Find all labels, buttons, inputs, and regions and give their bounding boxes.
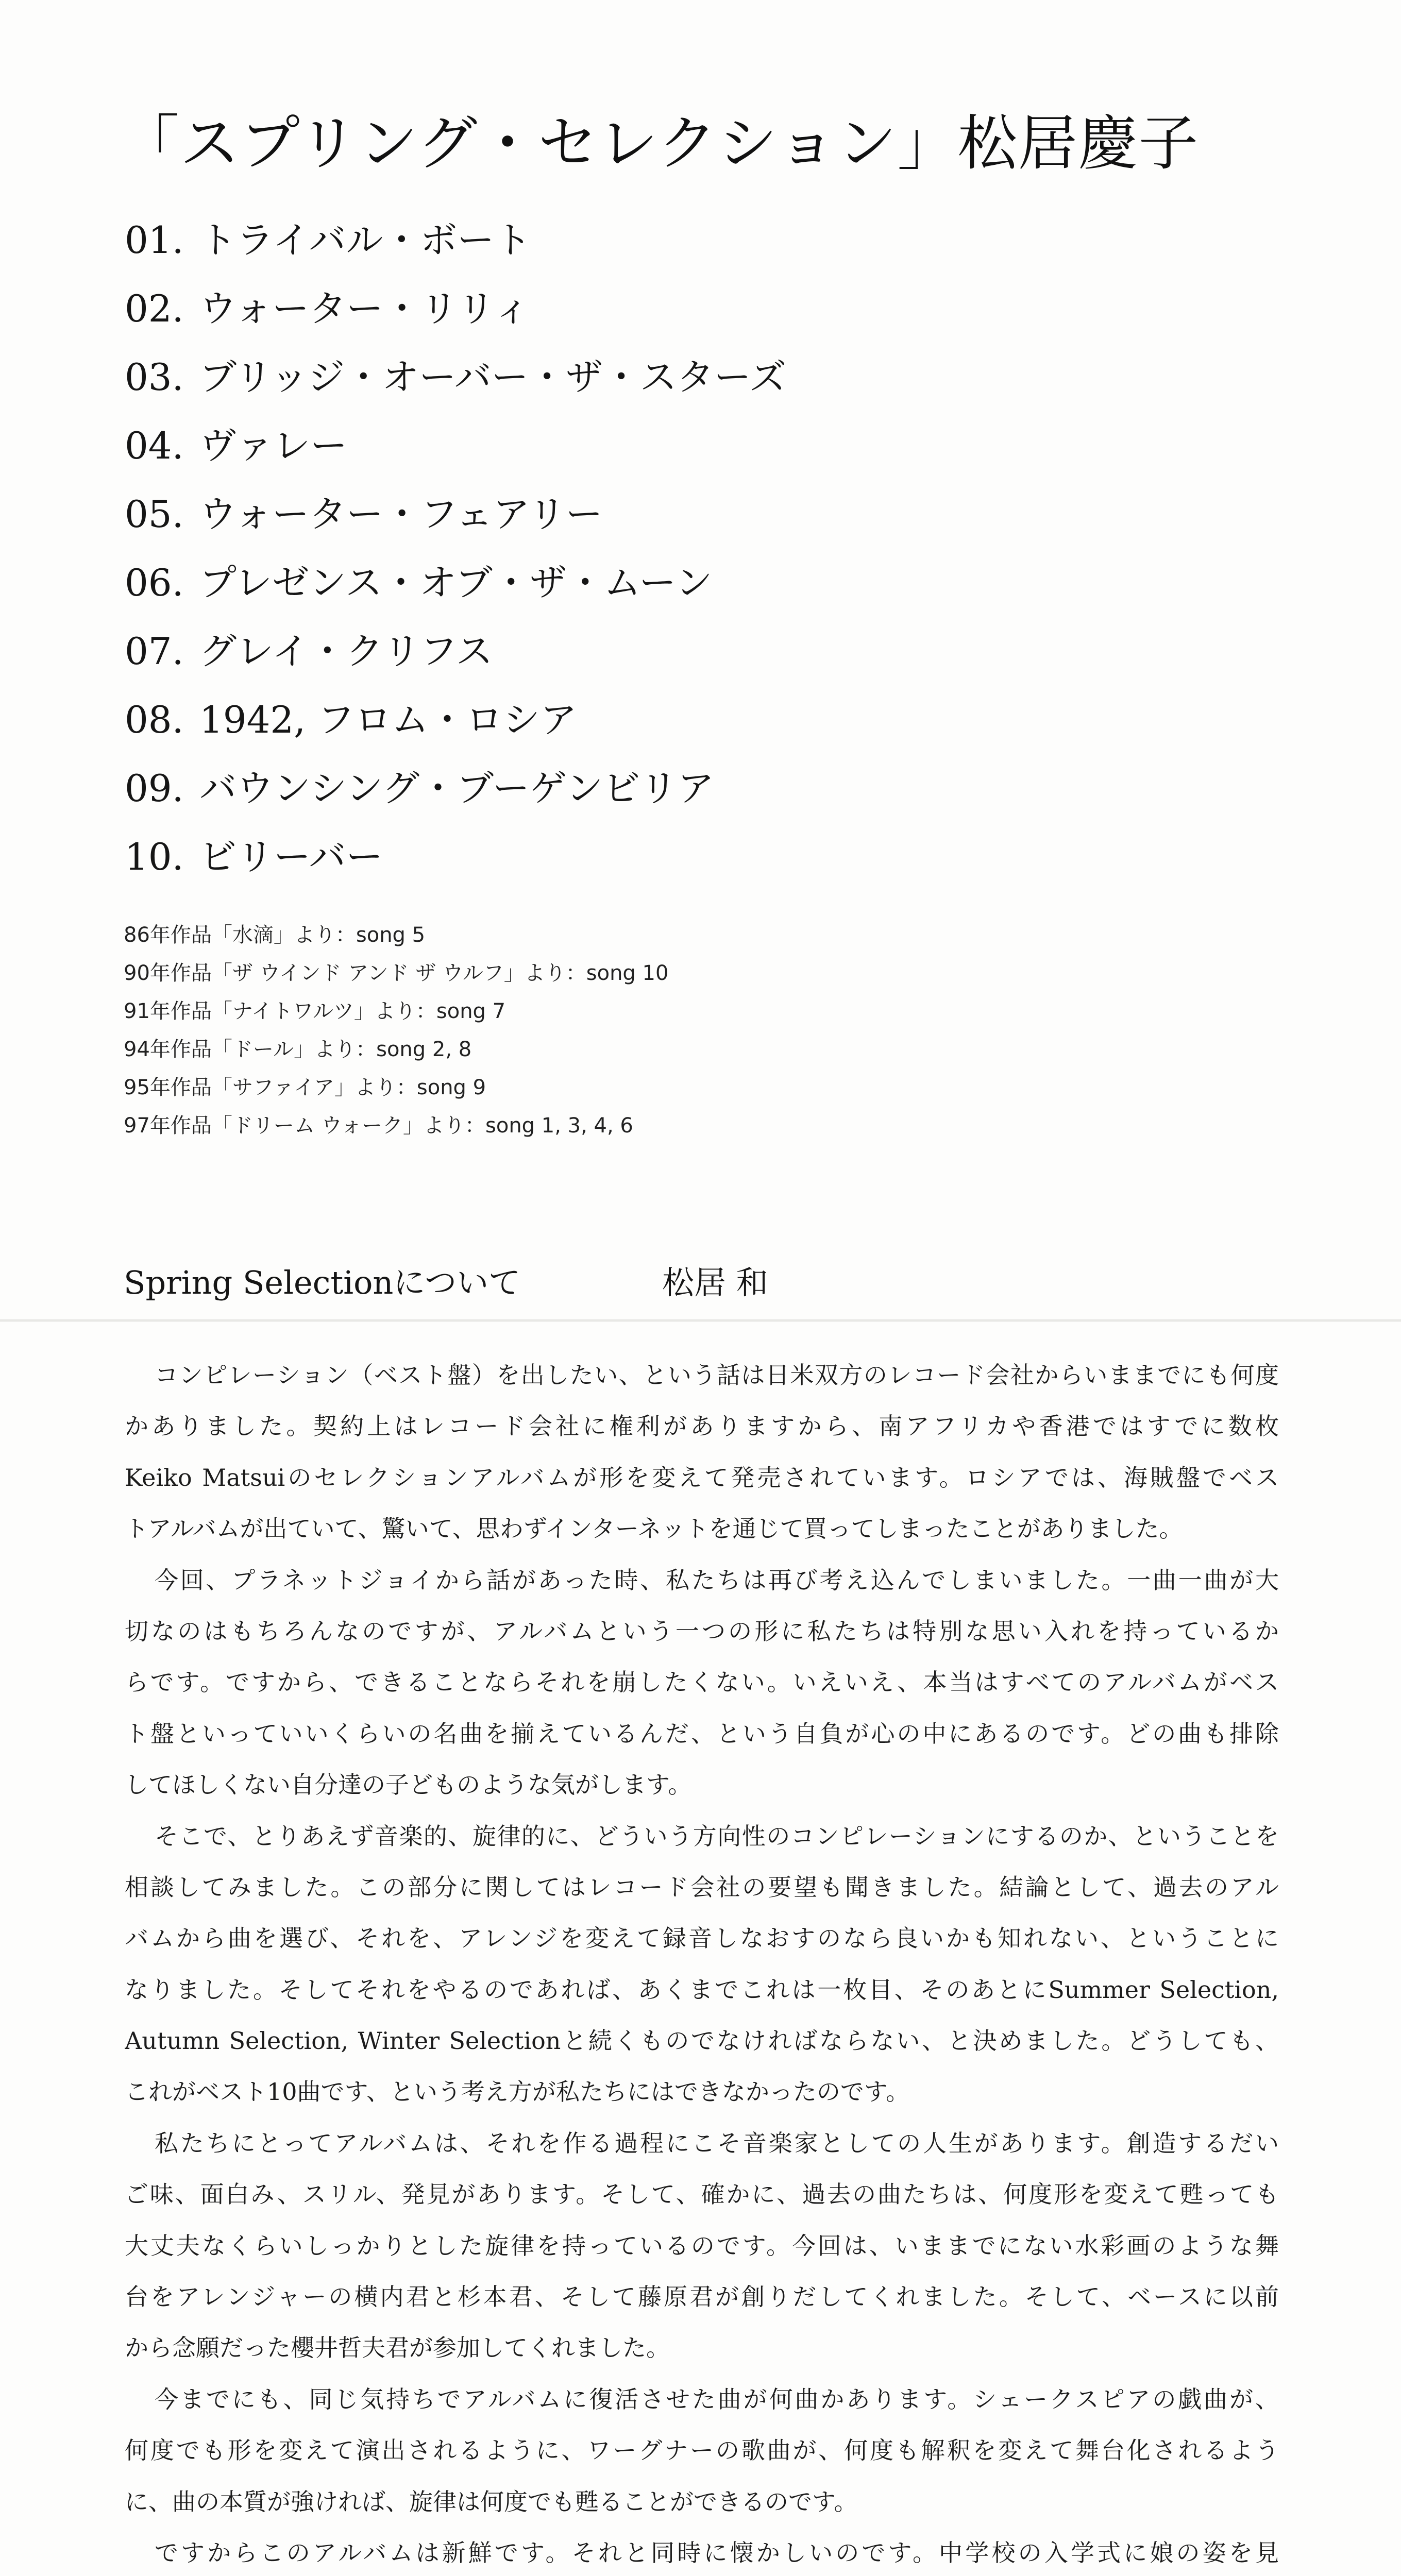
track-number: 09. — [125, 767, 184, 810]
album-title: 「スプリング・セレクション」松居慶子 — [120, 109, 1199, 178]
essay-line: してほしくない自分達の子どものような気がします。 — [125, 1771, 692, 1799]
track-number: 04. — [125, 424, 184, 467]
essay-line: これがベスト10曲です、という考え方が私たちにはできなかったのです。 — [125, 2078, 910, 2106]
essay-line: 大丈夫なくらいしっかりとした旋律を持っているのです。今回は、いままでにない水彩画のような舞 — [125, 2231, 1279, 2260]
track-item — [125, 480, 786, 549]
credit-line: 95年作品「サファイア」より：song 9 — [124, 1076, 486, 1099]
essay-line: に、曲の本質が強ければ、旋律は何度でも甦ることができるのです。 — [125, 2487, 858, 2516]
essay-line: Keiko Matsuiのセレクションアルバムが形を変えて発売されています。ロシアでは、海賊盤でベス — [125, 1463, 1279, 1492]
credit-line: 86年作品「水滴」より：song 5 — [124, 923, 426, 947]
credit-line: 94年作品「ドール」より：song 2, 8 — [124, 1038, 472, 1061]
credit-line: 91年作品「ナイトワルツ」より：song 7 — [124, 999, 506, 1023]
track-name: ウォーター・フェアリー — [199, 493, 603, 536]
track-number: 02. — [125, 287, 184, 330]
essay-author: 松居 和 — [662, 1264, 768, 1301]
essay-line: 相談してみました。この部分に関してはレコード会社の要望も聞きました。結論として、過去のアル — [125, 1873, 1279, 1901]
essay-title: Spring Selectionについて — [124, 1264, 521, 1301]
track-name: ブリッジ・オーバー・ザ・スターズ — [199, 355, 787, 399]
essay-line: コンピレーション（ベスト盤）を出したい、という話は日米双方のレコード会社からいままでにも何度 — [155, 1361, 1279, 1389]
essay-line: 今までにも、同じ気持ちでアルバムに復活させた曲が何曲かあります。シェークスピアの戯曲が、 — [155, 2385, 1279, 2413]
track-item — [125, 549, 786, 617]
track-name: ビリーバー — [199, 835, 383, 878]
track-item — [125, 275, 786, 343]
essay-line: 切なのはもちろんなのですが、アルバムという一つの形に私たちは特別な思い入れを持っているか — [125, 1617, 1279, 1645]
essay-line: そこで、とりあえず音楽的、旋律的に、どういう方向性のコンピレーションにするのか、ということを — [155, 1822, 1279, 1850]
essay-line: かありました。契約上はレコード会社に権利がありますから、南アフリカや香港ではすでに数枚 — [125, 1412, 1279, 1440]
track-number: 05. — [125, 493, 184, 536]
track-item — [125, 343, 786, 412]
track-name: プレゼンス・オブ・ザ・ムーン — [199, 561, 713, 604]
track-number: 08. — [125, 698, 184, 741]
track-item — [125, 206, 786, 275]
essay-line: 何度でも形を変えて演出されるように、ワーグナーの歌曲が、何度も解釈を変えて舞台化されるよう — [125, 2436, 1279, 2465]
track-number: 01. — [125, 218, 184, 262]
track-number: 03. — [125, 355, 184, 399]
track-number: 07. — [125, 630, 184, 673]
track-name: ウォーター・リリィ — [199, 287, 531, 330]
essay-line: から念願だった櫻井哲夫君が参加してくれました。 — [125, 2334, 670, 2362]
credit-line: 97年作品「ドリーム ウォーク」より：song 1, 3, 4, 6 — [124, 1114, 633, 1138]
track-list — [125, 206, 786, 891]
track-name: 1942, フロム・ロシア — [199, 698, 578, 741]
essay-line: らです。ですから、できることならそれを崩したくない。いえいえ、本当はすべてのアルバムがベス — [125, 1668, 1279, 1697]
essay-line: ト盤といっていいくらいの名曲を揃えているんだ、という自負が心の中にあるのです。どの曲も排除 — [125, 1719, 1279, 1748]
track-item — [125, 686, 786, 754]
credit-line: 90年作品「ザ ウインド アンド ザ ウルフ」より：song 10 — [124, 961, 669, 985]
track-name: グレイ・クリフス — [199, 630, 493, 673]
track-number: 10. — [125, 835, 184, 878]
essay-line: トアルバムが出ていて、驚いて、思わずインターネットを通じて買ってしまったことがありました。 — [125, 1515, 1183, 1543]
track-name: トライバル・ボート — [199, 218, 532, 262]
essay-line: 今回、プラネットジョイから話があった時、私たちは再び考え込んでしまいました。一曲一曲が大 — [155, 1566, 1279, 1594]
track-item — [125, 823, 786, 891]
track-number: 06. — [125, 561, 184, 604]
track-name: バウンシング・ブーゲンビリア — [199, 767, 715, 810]
essay-line: なりました。そしてそれをやるのであれば、あくまでこれは一枚目、そのあとにSummer Selection, — [125, 1975, 1279, 2004]
essay-line: Autumn Selection, Winter Selectionと続くものでなければならない、と決めました。どうしても、 — [125, 2027, 1279, 2055]
track-item — [125, 617, 786, 686]
track-name: ヴァレー — [199, 424, 348, 467]
essay-line: ご味、面白み、スリル、発見があります。そして、確かに、過去の曲たちは、何度形を変えて甦っても — [125, 2180, 1279, 2209]
track-item — [125, 412, 786, 480]
essay-line: ですからこのアルバムは新鮮です。それと同時に懐かしいのです。中学校の入学式に娘の姿を見 — [155, 2538, 1279, 2567]
track-item — [125, 754, 786, 823]
essay-body — [125, 1350, 1279, 2576]
source-album-credits — [124, 916, 668, 1145]
essay-heading — [124, 1257, 768, 1303]
paper-fold-line — [0, 1319, 1401, 1322]
essay-line: 私たちにとってアルバムは、それを作る過程にこそ音楽家としての人生があります。創造するだい — [155, 2129, 1279, 2157]
essay-line: バムから曲を選び、それを、アレンジを変えて録音しなおすのなら良いかも知れない、ということに — [125, 1924, 1279, 1953]
essay-line: 台をアレンジャーの横内君と杉本君、そして藤原君が創りだしてくれました。そして、ベースに以前 — [125, 2283, 1279, 2311]
